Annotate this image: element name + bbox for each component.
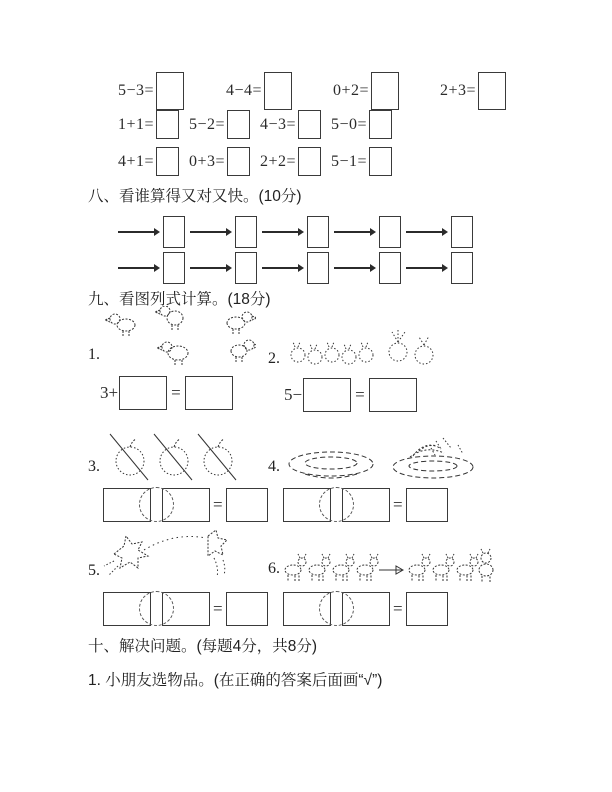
equation-line xyxy=(284,378,418,412)
oral-equation xyxy=(118,110,179,139)
equation-prefix: 5− xyxy=(284,385,303,404)
arrow-icon xyxy=(262,267,302,269)
animals-with-arrow-illustration xyxy=(282,546,497,592)
oral-equation xyxy=(331,110,392,139)
answer-box[interactable] xyxy=(369,378,417,412)
three-crossed-apples-illustration xyxy=(103,430,240,484)
equation-text: 4−4= xyxy=(226,82,263,99)
answer-box[interactable] xyxy=(119,376,167,410)
equals-sign: = xyxy=(393,494,403,514)
oral-equation xyxy=(331,147,392,176)
arrow-icon xyxy=(118,267,158,269)
answer-box[interactable] xyxy=(298,110,321,139)
arrow-icon xyxy=(406,231,446,233)
chain-answer-box[interactable] xyxy=(163,252,185,284)
arrow-icon xyxy=(262,231,302,233)
answer-box[interactable] xyxy=(369,147,392,176)
chain-answer-box[interactable] xyxy=(451,216,473,248)
calc-chain-row-1 xyxy=(118,216,473,248)
answer-box[interactable] xyxy=(227,110,250,139)
equation-prefix: 3+ xyxy=(100,383,119,402)
oral-equation xyxy=(118,72,184,110)
oral-equation xyxy=(226,72,292,110)
answer-box[interactable] xyxy=(406,592,448,626)
equals-sign: = xyxy=(213,494,223,514)
answer-box[interactable] xyxy=(478,72,506,110)
equation-text: 1+1= xyxy=(118,115,155,133)
chain-answer-box[interactable] xyxy=(235,252,257,284)
answer-box[interactable] xyxy=(156,110,179,139)
answer-box[interactable] xyxy=(226,592,268,626)
equation-template xyxy=(103,487,268,522)
chain-answer-box[interactable] xyxy=(163,216,185,248)
problem-number: 6. xyxy=(268,560,280,577)
section10-problem1-text: 1. 小朋友选物品。(在正确的答案后面画“√”) xyxy=(88,672,383,689)
chain-answer-box[interactable] xyxy=(235,216,257,248)
answer-box[interactable] xyxy=(371,72,399,110)
five-chicks-illustration xyxy=(104,306,256,374)
equation-template xyxy=(103,591,268,626)
arrow-icon xyxy=(118,231,158,233)
section9-title: 九、看图列式计算。(18分) xyxy=(88,291,271,308)
answer-box[interactable] xyxy=(226,488,268,522)
section8-title: 八、看谁算得又对又快。(10分) xyxy=(88,188,302,205)
oral-equation xyxy=(260,147,321,176)
answer-box[interactable] xyxy=(156,147,179,176)
equation-template xyxy=(283,487,448,522)
equals-sign: = xyxy=(213,598,223,618)
equation-text: 5−3= xyxy=(118,82,155,99)
two-plates-illustration xyxy=(285,434,480,486)
answer-box[interactable] xyxy=(264,72,292,110)
equation-text: 2+3= xyxy=(440,82,477,99)
equation-text: 5−1= xyxy=(331,152,368,170)
answer-box[interactable] xyxy=(369,110,392,139)
equation-template xyxy=(283,591,448,626)
equation-text: 0+2= xyxy=(333,82,370,99)
operator-circle[interactable] xyxy=(139,591,174,626)
problem-number: 3. xyxy=(88,458,100,475)
problem-number: 5. xyxy=(88,562,100,579)
equation-text: 4−3= xyxy=(260,115,297,133)
produce-group-illustration xyxy=(286,324,448,368)
arrow-icon xyxy=(334,231,374,233)
answer-box[interactable] xyxy=(303,378,351,412)
section10-title: 十、解决问题。(每题4分，共8分) xyxy=(88,638,318,655)
chain-answer-box[interactable] xyxy=(379,252,401,284)
answer-box[interactable] xyxy=(298,147,321,176)
oral-equation xyxy=(189,147,250,176)
chain-answer-box[interactable] xyxy=(307,216,329,248)
equation-line xyxy=(100,376,234,410)
oral-equation xyxy=(260,110,321,139)
equation-text: 5−2= xyxy=(189,115,226,133)
chain-answer-box[interactable] xyxy=(307,252,329,284)
equals-sign: = xyxy=(393,598,403,618)
operator-circle[interactable] xyxy=(139,487,174,522)
equation-text: 2+2= xyxy=(260,152,297,170)
oral-equation xyxy=(189,110,250,139)
equals-sign: = xyxy=(171,383,181,402)
arrow-icon xyxy=(190,267,230,269)
answer-box[interactable] xyxy=(156,72,184,110)
arrow-icon xyxy=(190,231,230,233)
operator-circle[interactable] xyxy=(319,487,354,522)
equals-sign: = xyxy=(355,385,365,404)
oral-equation xyxy=(440,72,506,110)
chain-answer-box[interactable] xyxy=(451,252,473,284)
equation-text: 0+3= xyxy=(189,152,226,170)
oral-equation xyxy=(118,147,179,176)
chain-answer-box[interactable] xyxy=(379,216,401,248)
answer-box[interactable] xyxy=(185,376,233,410)
problem-number: 2. xyxy=(268,350,280,367)
equation-text: 5−0= xyxy=(331,115,368,133)
answer-box[interactable] xyxy=(406,488,448,522)
operator-circle[interactable] xyxy=(319,591,354,626)
two-birds-illustration xyxy=(100,522,242,590)
problem-number: 4. xyxy=(268,458,280,475)
arrow-icon xyxy=(334,267,374,269)
calc-chain-row-2 xyxy=(118,252,473,284)
arrow-icon xyxy=(406,267,446,269)
answer-box[interactable] xyxy=(227,147,250,176)
problem-number: 1. xyxy=(88,346,100,363)
equation-text: 4+1= xyxy=(118,152,155,170)
oral-equation xyxy=(333,72,399,110)
